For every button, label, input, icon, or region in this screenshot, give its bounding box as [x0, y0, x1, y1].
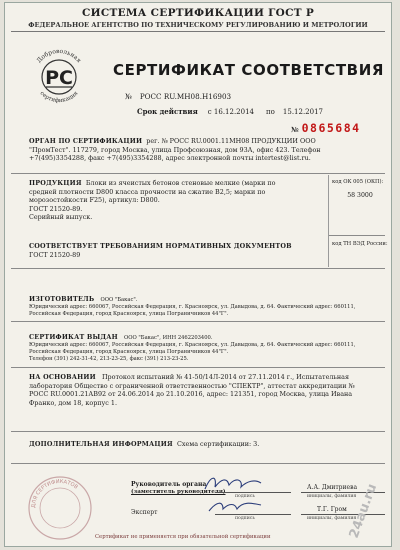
- svg-text:РС: РС: [45, 67, 73, 89]
- head-signature-label: Руководитель органа: [131, 481, 207, 488]
- head-name-caption: инициалы, фамилия: [307, 494, 357, 499]
- divider-line: [11, 463, 385, 464]
- divider-line: [11, 321, 385, 322]
- certification-body-heading: ОРГАН ПО СЕРТИФИКАЦИИ: [29, 137, 143, 145]
- svg-text:Добровольная: [36, 48, 83, 64]
- product-line1: Блоки из ячеистых бетонов стеновые мелкие (марки по: [85, 179, 276, 187]
- head-signature-caption: подпись: [235, 494, 255, 499]
- footer-note: Сертификат не применяется при обязательной сертификации: [95, 534, 271, 540]
- seal-text: ДЛЯ СЕРТИФИКАТОВ: [30, 478, 79, 509]
- stamp-seal-icon: [25, 473, 95, 543]
- validity-period: [137, 107, 323, 116]
- manufacturer-line1: Юридический адрес: 660067, Российская Федерация, г. Красноярск, ул. Давыдова, д. 64. Фактический адрес: 660111,: [29, 303, 356, 310]
- svg-text:ДЛЯ СЕРТИФИКАТОВ: [31, 479, 79, 508]
- certificate-number: [125, 92, 231, 101]
- basis-heading: НА ОСНОВАНИИ: [29, 373, 96, 381]
- serial-value: 0865684: [301, 121, 361, 135]
- side-divider-line: [329, 235, 385, 236]
- expert-name-caption: инициалы, фамилия: [307, 516, 357, 521]
- agency-title: ФЕДЕРАЛЬНОЕ АГЕНТСТВО ПО ТЕХНИЧЕСКОМУ РЕГУЛИРОВАНИЮ И МЕТРОЛОГИИ: [11, 21, 385, 32]
- tnved-label: код ТН ВЭД России:: [332, 241, 388, 247]
- validity-label: Срок действия: [137, 107, 198, 116]
- requirements-heading: СООТВЕТСТВУЕТ ТРЕБОВАНИЯМ НОРМАТИВНЫХ ДОКУМЕНТОВ: [29, 242, 292, 250]
- okp-value: 58 3000: [347, 192, 373, 199]
- additional-info-heading: ДОПОЛНИТЕЛЬНАЯ ИНФОРМАЦИЯ: [29, 440, 173, 448]
- okp-code-box: [332, 179, 388, 199]
- head-signature-mark-icon: [201, 473, 265, 495]
- basis-line1: Протокол испытаний № 41-50/14Л-2014 от 27.11.2014 г., Испытательная: [101, 373, 349, 381]
- basis-line2: лаборатория Общество с ограниченной ответственностью "СПЕКТР", аттестат аккредитации №: [29, 381, 355, 390]
- requirements-value: ГОСТ 21520-89: [29, 250, 81, 259]
- basis-section: [29, 373, 391, 407]
- watermark-logo-icon: [347, 479, 389, 545]
- svg-text:сертификация: [39, 90, 80, 104]
- validity-to: 15.12.2017: [282, 108, 323, 116]
- additional-info-section: [29, 440, 369, 449]
- issued-line1: Юридический адрес: 660067, Российская Федерация, г. Красноярск, ул. Давыдова, д. 64. Фактический адрес: 660111,: [29, 341, 356, 348]
- logo-top-text: Добровольная: [35, 47, 83, 65]
- manufacturer-name: ООО "Бакас".: [100, 297, 138, 303]
- manufacturer-line2: Российская Федерация, город Красноярск, улица Пограничников 44"Г".: [29, 310, 229, 317]
- divider-line: [11, 173, 385, 174]
- serial-label: №: [291, 125, 299, 134]
- okp-label: код ОК 005 (ОКП):: [332, 179, 384, 185]
- manufacturer-heading: ИЗГОТОВИТЕЛЬ: [29, 295, 95, 303]
- certificate-number-label: №: [125, 92, 132, 101]
- certificate-title: СЕРТИФИКАТ СООТВЕТСТВИЯ: [113, 61, 385, 79]
- product-line5: Серийный выпуск.: [29, 213, 93, 222]
- issued-heading: СЕРТИФИКАТ ВЫДАН: [29, 333, 118, 341]
- expert-signature-mark-icon: [205, 497, 265, 517]
- divider-line: [11, 268, 385, 269]
- product-heading: ПРОДУКЦИЯ: [29, 179, 82, 187]
- expert-name: Т.Г. Гром: [317, 506, 347, 513]
- divider-line: [11, 367, 385, 368]
- serial-number: [291, 121, 361, 135]
- certificate-number-value: РОСС RU.МН08.Н16903: [139, 92, 232, 101]
- expert-signature-caption: подпись: [235, 516, 255, 521]
- product-section: [29, 179, 325, 222]
- manufacturer-section: [29, 295, 391, 318]
- validity-from-label: с: [207, 108, 212, 116]
- watermark-text: 24au.ru: [347, 481, 381, 541]
- issued-name: ООО "Бакас", ИНН 2462203400.: [123, 335, 213, 341]
- product-line4: ГОСТ 21520-89.: [29, 204, 83, 213]
- side-column-divider: [328, 175, 329, 267]
- basis-line3: РОСС RU.0001.21АВ92 от 24.06.2014 до 21.10.2016, адрес: 121351, город Москва, улица Ивана: [29, 390, 353, 399]
- product-line3: морозостойкости F25), артикул: D800.: [29, 196, 160, 205]
- tnved-code-box: [332, 241, 388, 248]
- rst-mark-icon: [27, 47, 91, 105]
- logo-bottom-text: сертификация: [38, 90, 80, 105]
- certification-body-section: [29, 137, 379, 163]
- basis-line4: Франко, дом 18, корпус 1.: [29, 398, 118, 407]
- head-signatory-name: А.А. Дмитриева: [307, 484, 358, 491]
- certification-body-line3: +7(495)3354288, факс +7(495)3354288, адрес электронной почты intertest@list.ru.: [29, 154, 311, 163]
- issued-line2: Российская Федерация, город Красноярск, улица Пограничников 44"Г".: [29, 348, 229, 355]
- requirements-section: [29, 242, 325, 259]
- expert-label: Эксперт: [131, 509, 158, 516]
- validity-to-label: по: [266, 108, 275, 116]
- validity-from: 16.12.2014: [213, 108, 255, 116]
- system-title: СИСТЕМА СЕРТИФИКАЦИИ ГОСТ Р: [81, 7, 315, 19]
- head-signature-sublabel: (заместитель руководителя): [131, 489, 226, 495]
- product-line2: средней плотности D800 класса прочности на сжатие В2,5; марки по: [29, 187, 266, 196]
- certification-body-line2: "ПромТест". 117279, город Москва, улица Профсоюзная, дом 93А, офис 423. Телефон: [29, 145, 321, 154]
- divider-line: [11, 431, 385, 432]
- issued-line3: Телефон (391) 242-31-42, 213-23-25, факс (391) 213-23-25.: [29, 355, 189, 362]
- issued-section: [29, 333, 391, 363]
- additional-info-value: Схема сертификации: 3.: [176, 440, 260, 448]
- certification-body-line1: рег. № РОСС RU.0001.11МН08 ПРОДУКЦИИ ООО: [146, 137, 316, 145]
- certificate-sheet: [4, 2, 392, 547]
